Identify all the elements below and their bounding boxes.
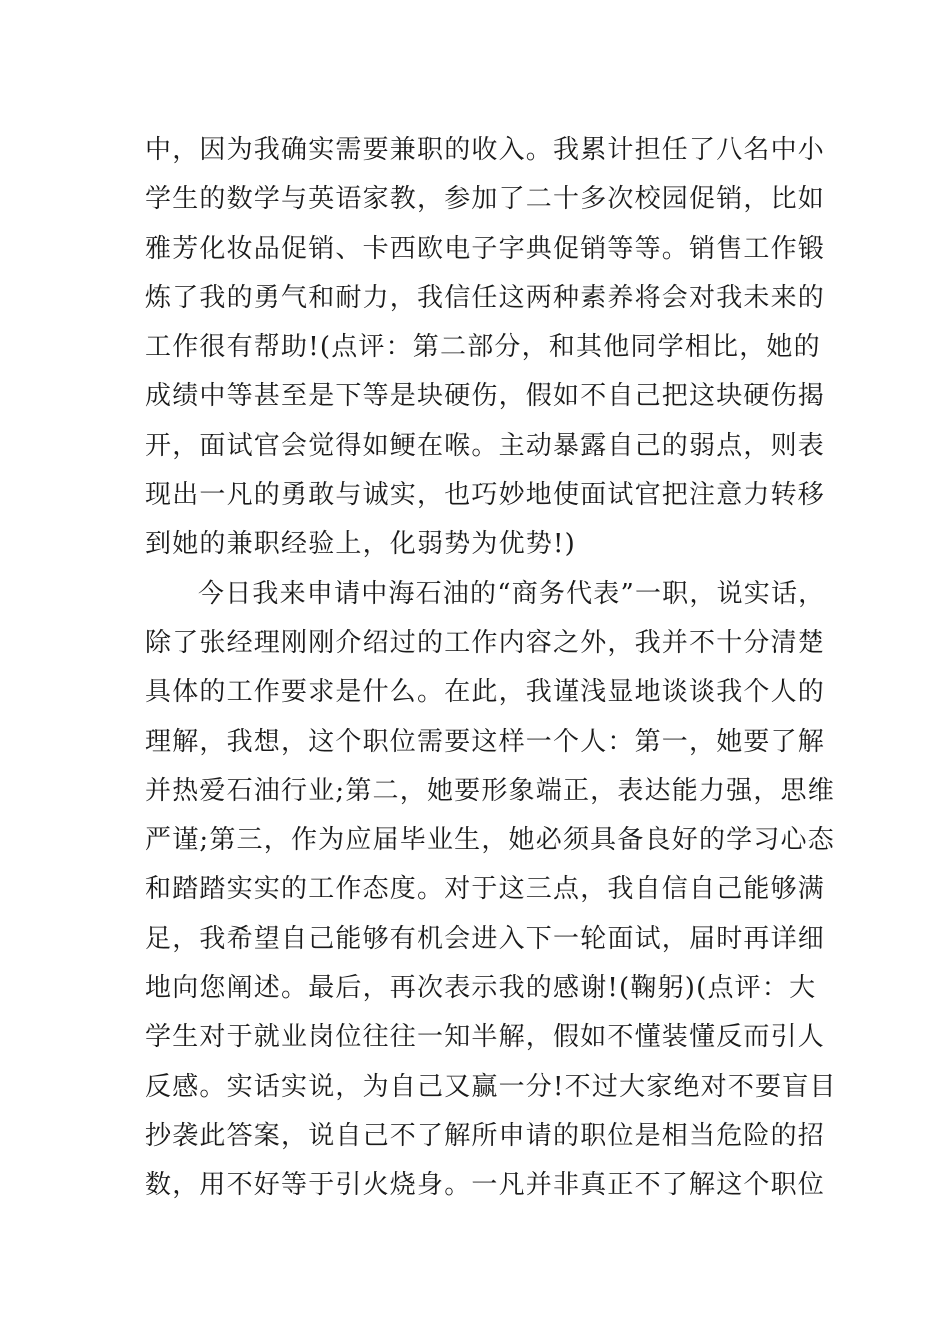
text-line: 学生的数学与英语家教，参加了二十多次校园促销，比如 [145, 184, 826, 215]
body-text [145, 126, 835, 1211]
text-line: 中，因为我确实需要兼职的收入。我累计担任了八名中小 [145, 135, 826, 165]
text-line: 除了张经理刚刚介绍过的工作内容之外，我并不十分清楚 [145, 627, 826, 658]
text-line: 严谨;第三，作为应届毕业生，她必须具备良好的学习心态 [145, 825, 835, 856]
text-line: 足，我希望自己能够有机会进入下一轮面试，届时再详细 [145, 923, 826, 954]
text-line: 工作很有帮助!(点评：第二部分，和其他同学相比，她的 [145, 332, 821, 363]
text-line: 并热爱石油行业;第二，她要形象端正，表达能力强，思维 [145, 775, 835, 806]
text-line: 理解，我想，这个职位需要这样一个人：第一，她要了解 [145, 726, 826, 757]
text-line: 地向您阐述。最后，再次表示我的感谢!(鞠躬)(点评：大 [145, 973, 817, 1004]
text-line: 抄袭此答案，说自己不了解所申请的职位是相当危险的招 [145, 1120, 826, 1151]
text-line: 数，用不好等于引火烧身。一凡并非真正不了解这个职位 [145, 1170, 826, 1201]
paragraph-first-line: 今日我来申请中海石油的“商务代表”一职，说实话， [198, 578, 826, 609]
text-line: 学生对于就业岗位往往一知半解，假如不懂装懂反而引人 [145, 1022, 826, 1053]
text-line: 成绩中等甚至是下等是块硬伤，假如不自己把这块硬伤揭 [145, 381, 826, 412]
text-line: 现出一凡的勇敢与诚实，也巧妙地使面试官把注意力转移 [145, 480, 826, 511]
text-line: 开，面试官会觉得如鲠在喉。主动暴露自己的弱点，则表 [145, 430, 826, 461]
text-line: 炼了我的勇气和耐力，我信任这两种素养将会对我未来的 [145, 282, 826, 313]
text-line: 到她的兼职经验上，化弱势为优势!) [145, 529, 576, 560]
text-line: 具体的工作要求是什么。在此，我谨浅显地谈谈我个人的 [145, 677, 826, 708]
text-line: 和踏踏实实的工作态度。对于这三点，我自信自己能够满 [145, 874, 826, 905]
text-line: 反感。实话实说，为自己又赢一分!不过大家绝对不要盲目 [145, 1071, 837, 1102]
text-line: 雅芳化妆品促销、卡西欧电子字典促销等等。销售工作锻 [145, 233, 826, 264]
